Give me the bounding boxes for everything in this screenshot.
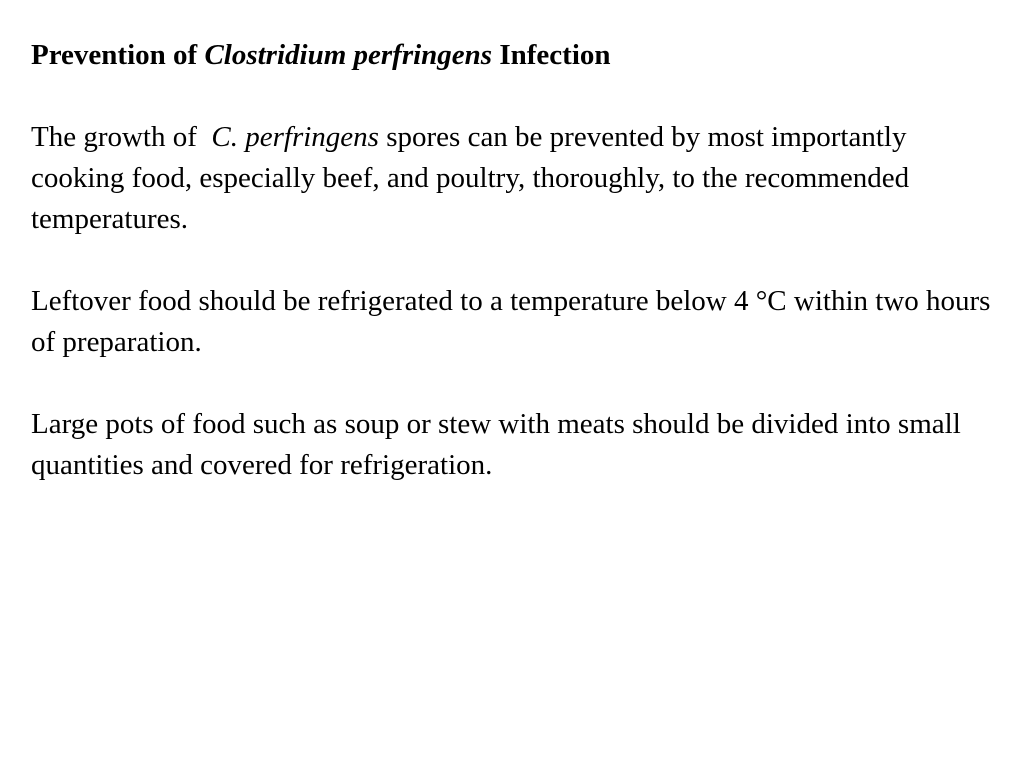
paragraph-cooking-end: spores can be prevented by most importantly cooking food, especially beef, and poultry, thoroughly, to the recommended temperatures. xyxy=(31,121,910,235)
title-text-start: Prevention of xyxy=(31,39,205,71)
title-text-end: Infection xyxy=(492,39,611,71)
paragraph-cooking xyxy=(31,117,996,240)
title-organism-name: Clostridium perfringens xyxy=(204,39,493,71)
paragraph-cooking-organism: C. perfringens xyxy=(211,121,379,153)
slide-title xyxy=(31,35,996,76)
paragraph-cooking-start: The growth of xyxy=(31,121,212,153)
paragraph-refrigeration: Leftover food should be refrigerated to a temperature below 4 °C within two hours of preparation. xyxy=(31,285,991,358)
paragraph-large-pots: Large pots of food such as soup or stew with meats should be divided into small quantities and covered for refrigeration. xyxy=(31,408,961,481)
slide-content xyxy=(31,35,996,486)
